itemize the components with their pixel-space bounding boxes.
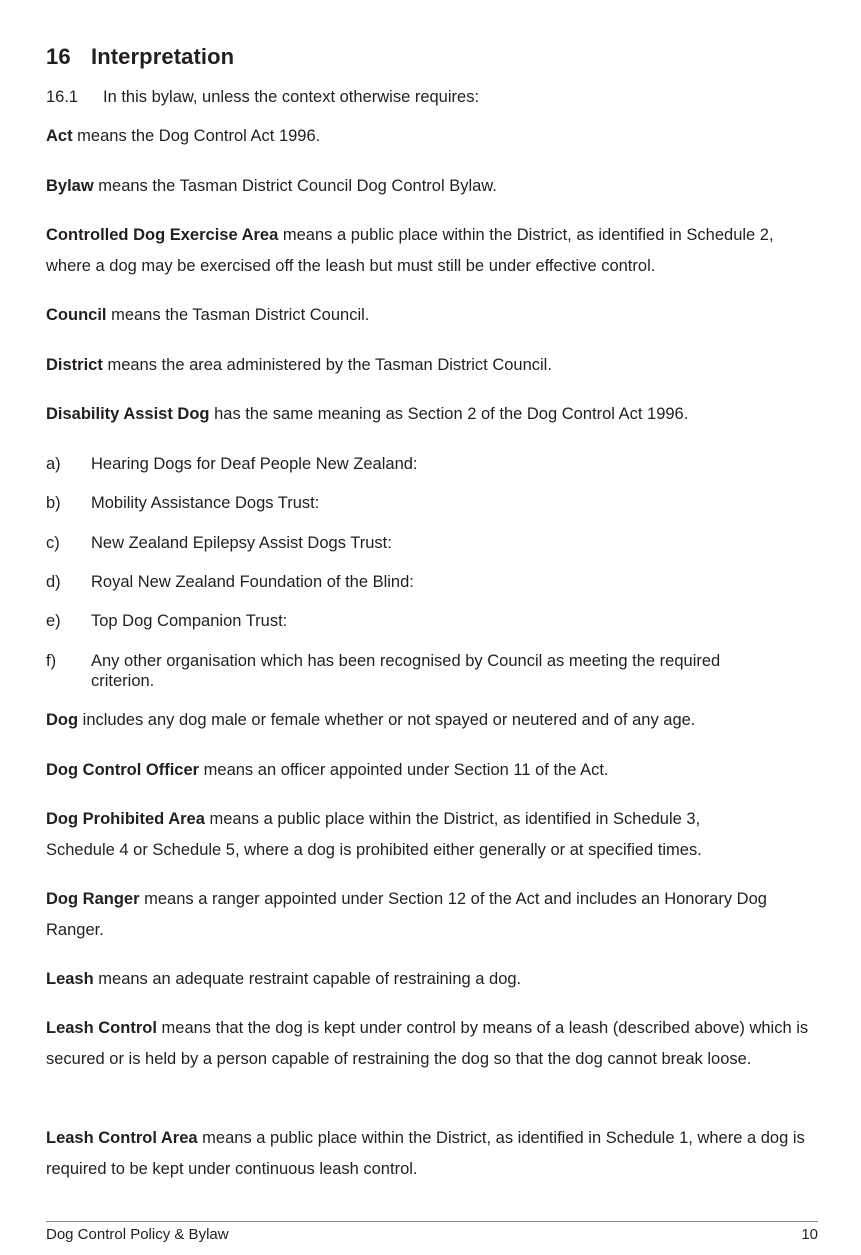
list-item	[46, 533, 818, 553]
list-item-letter: c)	[46, 534, 60, 552]
definition-text: means a public place within the District, as identified in Schedule 3, Schedule 4 or Schedule 5, where a dog is prohibited either generally or at specified times.	[46, 810, 702, 859]
definition-leash-control-area	[46, 1123, 818, 1184]
definition-leash-control	[46, 1013, 818, 1074]
section-heading	[46, 44, 234, 70]
definition-term: Leash	[46, 970, 94, 988]
list-item-letter: f)	[46, 652, 57, 670]
list-item	[46, 572, 818, 592]
definition-bylaw	[46, 171, 818, 202]
definition-term: Leash Control Area	[46, 1129, 198, 1147]
definition-text: includes any dog male or female whether or not spayed or neutered and of any age.	[78, 711, 696, 729]
definition-dog-prohibited-area	[46, 804, 766, 865]
definition-controlled-dog-exercise-area	[46, 220, 818, 281]
definition-leash	[46, 964, 818, 995]
list-item-letter: a)	[46, 455, 61, 473]
footer-page-number: 10	[801, 1226, 818, 1243]
definition-term: Bylaw	[46, 177, 94, 195]
list-item-text: New Zealand Epilepsy Assist Dogs Trust:	[91, 534, 392, 552]
definition-text: means that the dog is kept under control by means of a leash (described above) which is secured or is held by a person capable of restraining the dog so that the dog cannot break loose.	[46, 1019, 809, 1068]
list-item-letter: e)	[46, 612, 61, 630]
list-item-letter: d)	[46, 573, 61, 591]
definition-term: District	[46, 356, 103, 374]
list-item	[46, 611, 818, 631]
definition-text: means an officer appointed under Section 11 of the Act.	[199, 761, 609, 779]
list-item-text: Any other organisation which has been recognised by Council as meeting the required criterion.	[91, 652, 721, 690]
definition-text: means the area administered by the Tasman District Council.	[102, 356, 552, 374]
definition-disability-assist-dog	[46, 399, 818, 430]
definition-text: means the Tasman District Council Dog Control Bylaw.	[93, 177, 497, 195]
definition-term: Leash Control	[46, 1019, 157, 1037]
definition-term: Controlled Dog Exercise Area	[46, 226, 279, 244]
definition-act	[46, 121, 818, 152]
list-item-text: Top Dog Companion Trust:	[91, 612, 288, 630]
clause-number: 16.1	[46, 88, 79, 106]
list-item-text: Royal New Zealand Foundation of the Blind:	[91, 573, 414, 591]
definition-dog-control-officer	[46, 755, 818, 786]
definition-text: means an adequate restraint capable of restraining a dog.	[93, 970, 522, 988]
list-item	[46, 454, 818, 474]
section-title: Interpretation	[91, 44, 235, 69]
definition-text: has the same meaning as Section 2 of the Dog Control Act 1996.	[209, 405, 689, 423]
list-item	[46, 651, 776, 691]
definition-text: means the Dog Control Act 1996.	[72, 127, 321, 145]
definition-text: means the Tasman District Council.	[106, 306, 370, 324]
list-item-letter: b)	[46, 494, 61, 512]
definition-term: Act	[46, 127, 73, 145]
definition-text: means a public place within the District, as identified in Schedule 1, where a dog is required to be kept under continuous leash control.	[46, 1129, 805, 1178]
clause-text: In this bylaw, unless the context otherwise requires:	[103, 88, 480, 106]
list-item	[46, 493, 818, 513]
definition-council	[46, 300, 818, 331]
list-item-text: Hearing Dogs for Deaf People New Zealand:	[91, 455, 418, 473]
definition-term: Council	[46, 306, 107, 324]
definition-dog-ranger	[46, 884, 818, 945]
definition-term: Dog	[46, 711, 79, 729]
intro-clause	[46, 88, 479, 107]
definition-term: Dog Prohibited Area	[46, 810, 205, 828]
footer-document-title: Dog Control Policy & Bylaw	[46, 1226, 229, 1243]
definition-text: means a ranger appointed under Section 12 of the Act and includes an Honorary Dog Ranger.	[46, 890, 767, 939]
definition-term: Disability Assist Dog	[46, 405, 210, 423]
section-number: 16	[46, 44, 71, 69]
definition-dog	[46, 705, 818, 736]
definition-district	[46, 350, 818, 381]
definition-term: Dog Ranger	[46, 890, 140, 908]
list-item-text: Mobility Assistance Dogs Trust:	[91, 494, 320, 512]
definition-text: means a public place within the District, as identified in Schedule 2, where a dog may be exercised off the leash but must still be under effective control.	[46, 226, 774, 275]
footer-divider	[46, 1221, 818, 1222]
definition-term: Dog Control Officer	[46, 761, 200, 779]
